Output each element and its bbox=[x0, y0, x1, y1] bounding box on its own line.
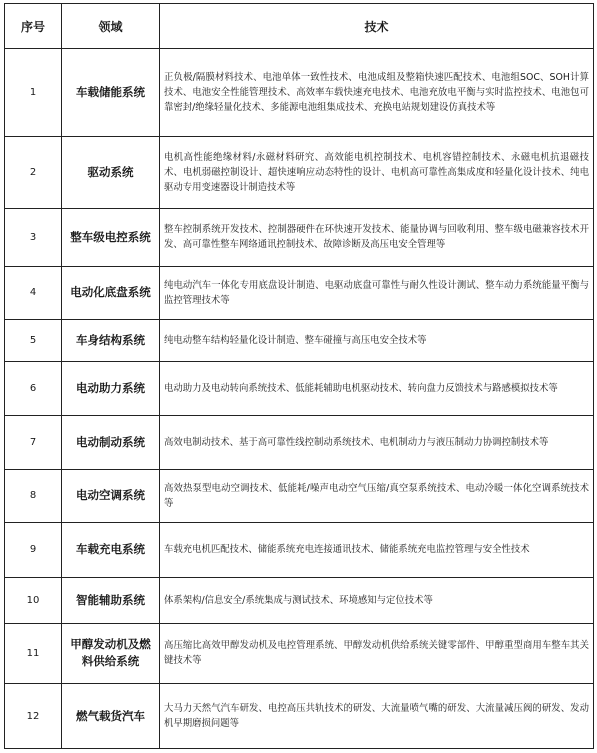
row-tech: 纯电动汽车一体化专用底盘设计制造、电驱动底盘可靠性与耐久性设计测试、整车动力系统能量平衡与监控管理技术等 bbox=[160, 266, 594, 319]
table-row bbox=[5, 266, 594, 319]
row-tech: 车载充电机匹配技术、储能系统充电连接通讯技术、储能系统充电监控管理与安全性技术 bbox=[160, 523, 594, 577]
table-row bbox=[5, 362, 594, 416]
row-seq: 1 bbox=[5, 49, 62, 137]
row-field: 电动助力系统 bbox=[62, 362, 160, 416]
row-seq: 6 bbox=[5, 362, 62, 416]
table-row bbox=[5, 49, 594, 137]
table-row bbox=[5, 137, 594, 209]
row-field: 电动制动系统 bbox=[62, 416, 160, 469]
row-tech: 电机高性能绝缘材料/永磁材料研究、高效能电机控制技术、电机容错控制技术、永磁电机抗退磁技术、电机弱磁控制设计、超快速响应动态特性的设计、电机高可靠性高集成度和轻量化设计技术、纯电驱动专用变速器设计制造技术等 bbox=[160, 137, 594, 209]
row-field: 车身结构系统 bbox=[62, 319, 160, 361]
row-field: 车载充电系统 bbox=[62, 523, 160, 577]
row-seq: 9 bbox=[5, 523, 62, 577]
technology-table bbox=[4, 3, 594, 749]
row-field: 整车级电控系统 bbox=[62, 209, 160, 266]
row-field: 驱动系统 bbox=[62, 137, 160, 209]
row-field: 电动化底盘系统 bbox=[62, 266, 160, 319]
row-tech: 纯电动整车结构轻量化设计制造、整车碰撞与高压电安全技术等 bbox=[160, 319, 594, 361]
row-field: 智能辅助系统 bbox=[62, 577, 160, 623]
row-field: 电动空调系统 bbox=[62, 469, 160, 522]
row-seq: 2 bbox=[5, 137, 62, 209]
table-row bbox=[5, 469, 594, 522]
row-tech: 整车控制系统开发技术、控制器硬件在环快速开发技术、能量协调与回收利用、整车级电磁兼容技术开发、高可靠性整车网络通讯控制技术、故障诊断及高压电安全管理等 bbox=[160, 209, 594, 266]
table-row bbox=[5, 319, 594, 361]
row-seq: 7 bbox=[5, 416, 62, 469]
row-tech: 高效热泵型电动空调技术、低能耗/噪声电动空气压缩/真空泵系统技术、电动冷暖一体化空调系统技术等 bbox=[160, 469, 594, 522]
row-tech: 体系架构/信息安全/系统集成与测试技术、环境感知与定位技术等 bbox=[160, 577, 594, 623]
row-seq: 3 bbox=[5, 209, 62, 266]
row-seq: 8 bbox=[5, 469, 62, 522]
row-tech: 高压缩比高效甲醇发动机及电控管理系统、甲醇发动机供给系统关键零部件、甲醇重型商用车整车其关键技术等 bbox=[160, 623, 594, 684]
row-field: 燃气载货汽车 bbox=[62, 684, 160, 749]
table-row bbox=[5, 684, 594, 749]
table-row bbox=[5, 523, 594, 577]
row-tech: 高效电制动技术、基于高可靠性线控制动系统技术、电机制动力与液压制动力协调控制技术等 bbox=[160, 416, 594, 469]
row-seq: 5 bbox=[5, 319, 62, 361]
table-row bbox=[5, 209, 594, 266]
table-header-row bbox=[5, 4, 594, 49]
table-row bbox=[5, 577, 594, 623]
header-field: 领域 bbox=[62, 4, 160, 49]
row-seq: 12 bbox=[5, 684, 62, 749]
header-tech: 技术 bbox=[160, 4, 594, 49]
row-tech: 正负极/隔膜材料技术、电池单体一致性技术、电池成组及整箱快速匹配技术、电池组SOC、SOH计算技术、电池安全性能管理技术、高效率车载快速充电技术、电池充放电平衡与实时监控技术、电池包可靠密封/绝缘轻量化技术、多能源电池组集成技术、充换电站规划建设仿真技术等 bbox=[160, 49, 594, 137]
header-seq: 序号 bbox=[5, 4, 62, 49]
row-field: 甲醇发动机及燃料供给系统 bbox=[62, 623, 160, 684]
row-field: 车载储能系统 bbox=[62, 49, 160, 137]
row-seq: 11 bbox=[5, 623, 62, 684]
table-row bbox=[5, 623, 594, 684]
row-seq: 4 bbox=[5, 266, 62, 319]
row-tech: 电动助力及电动转向系统技术、低能耗辅助电机驱动技术、转向盘力反馈技术与路感模拟技术等 bbox=[160, 362, 594, 416]
row-seq: 10 bbox=[5, 577, 62, 623]
row-tech: 大马力天然气汽车研发、电控高压共轨技术的研发、大流量喷气嘴的研发、大流量减压阀的研发、发动机早期磨损问题等 bbox=[160, 684, 594, 749]
table-row bbox=[5, 416, 594, 469]
technology-table-container bbox=[4, 3, 593, 749]
